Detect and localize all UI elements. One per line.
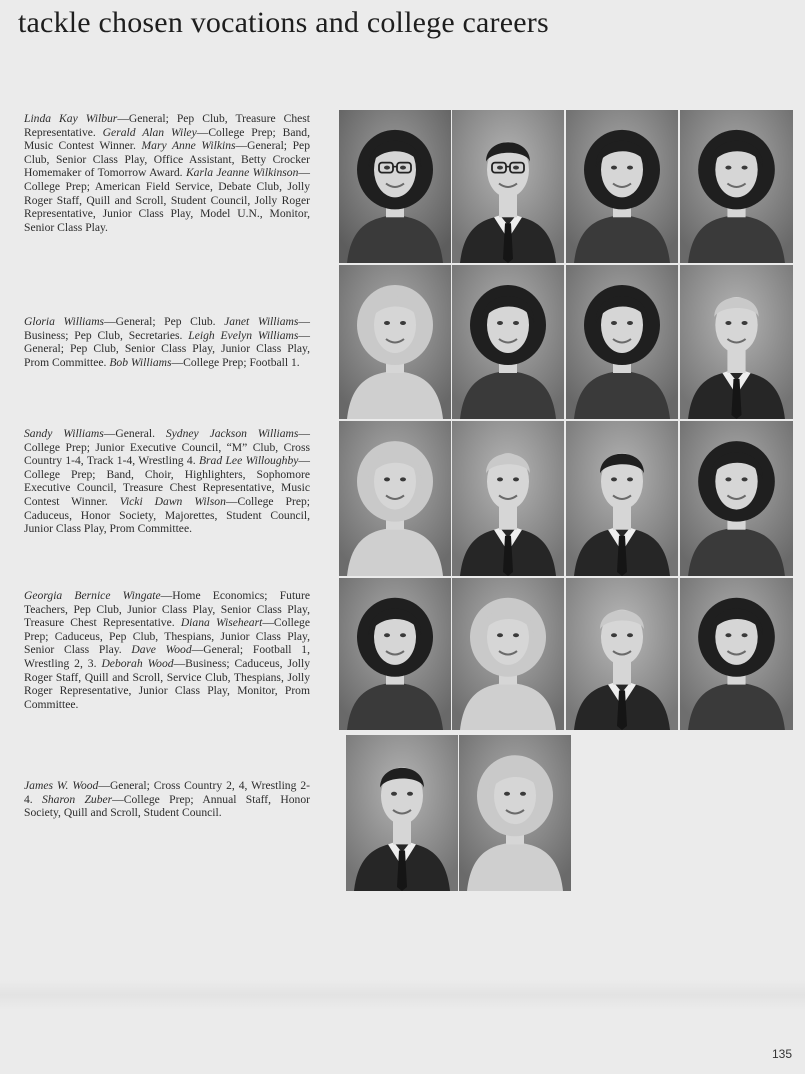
student-name: Sydney Jackson Williams	[165, 427, 299, 440]
student-activities: —College Prep; Caduceus, Pep Club, Thespians, Junior Class Play, Senior Class Play.	[24, 616, 310, 657]
student-name: Gloria Williams	[24, 315, 105, 328]
student-name: Dave Wood	[131, 643, 192, 657]
student-name: Bob Williams	[109, 355, 172, 369]
student-portrait	[452, 110, 564, 263]
student-activities: —General; Cross Country 2, 4, Wrestling 2-4.	[24, 779, 311, 806]
bio-paragraph-5	[24, 779, 310, 820]
student-portrait	[566, 265, 678, 419]
student-portrait	[680, 265, 793, 419]
student-name: Karla Jeanne Wilkinson	[185, 166, 299, 180]
page-scan-band	[0, 980, 805, 1010]
student-activities: —General; Pep Club, Treasure Chest Representative.	[24, 112, 310, 139]
student-activities: —General.	[103, 427, 166, 440]
student-portrait	[680, 421, 793, 576]
student-portrait	[339, 578, 451, 730]
student-activities: —General; Pep Club.	[104, 315, 225, 328]
student-portrait	[459, 735, 571, 891]
page-headline: tackle chosen vocations and college careers	[18, 6, 549, 39]
bio-paragraph-2	[24, 315, 310, 369]
bio-paragraph-1	[24, 112, 310, 234]
page-number: 135	[772, 1047, 793, 1061]
student-portrait	[566, 110, 678, 263]
student-portrait	[680, 110, 793, 263]
student-portrait	[339, 265, 451, 419]
student-activities: —College Prep; Band, Music Contest Winner.	[24, 125, 310, 153]
student-activities: —Business; Pep Club, Secretaries.	[24, 315, 310, 342]
student-name: Georgia Bernice Wingate	[24, 589, 161, 602]
student-name: Gerald Alan Wiley	[102, 125, 197, 139]
student-activities: —College Prep; American Field Service, Debate Club, Jolly Roger Staff, Quill and Scroll, Student Council, Jolly Roger Representative, Junior Class Play, Model U.N., Monitor, Senior Class Play.	[24, 166, 310, 234]
student-activities: —College Prep; Band, Choir, Highlighters, Sophomore Executive Council, Treasure Chest Representative, Music Contest Winner.	[24, 454, 310, 508]
student-name: Deborah Wood	[101, 656, 174, 670]
student-activities: —General; Pep Club, Senior Class Play, Junior Class Play, Prom Committee.	[24, 328, 310, 369]
student-portrait	[566, 578, 678, 730]
bio-paragraph-3	[24, 427, 310, 536]
student-name: Sharon Zuber	[42, 792, 113, 806]
student-activities: —College Prep; Junior Executive Council, “M” Club, Cross Country 1-4, Track 1-4, Wrestling 4.	[24, 427, 310, 468]
student-name: Sandy Williams	[24, 427, 104, 440]
student-portrait	[680, 578, 793, 730]
student-portrait	[452, 421, 564, 576]
student-name: Leigh Evelyn Williams	[188, 328, 299, 342]
student-activities: —Home Economics; Future Teachers, Pep Club, Junior Class Play, Senior Class Play, Treasure Chest Representative.	[24, 589, 310, 630]
student-activities: —Business; Caduceus, Jolly Roger Staff, Quill and Scroll, Service Club, Thespians, Jolly Roger Representative, Junior Class Play, Monitor, Prom Committee.	[24, 656, 310, 711]
student-activities: —College Prep; Football 1.	[171, 355, 300, 369]
student-name: Janet Williams	[224, 315, 299, 328]
student-portrait	[452, 578, 564, 730]
student-activities: —College Prep; Caduceus, Honor Society, Majorettes, Student Council, Junior Class Play, Prom Committee.	[24, 494, 310, 536]
student-name: Mary Anne Wilkins	[141, 139, 236, 153]
student-activities: —General; Football 1, Wrestling 2, 3.	[24, 643, 310, 670]
bio-paragraph-4	[24, 589, 310, 711]
student-portrait	[339, 110, 451, 263]
student-portrait	[346, 735, 458, 891]
student-portrait	[339, 421, 451, 576]
student-activities: —College Prep; Annual Staff, Honor Society, Quill and Scroll, Student Council.	[24, 792, 310, 820]
student-portrait	[566, 421, 678, 576]
student-name: Vicki Dawn Wilson	[119, 494, 226, 508]
student-activities: —General; Pep Club, Senior Class Play, Office Assistant, Betty Crocker Homemaker of Tomorrow Award.	[24, 139, 310, 180]
student-name: Diana Wiseheart	[180, 616, 263, 630]
student-name: James W. Wood	[24, 779, 99, 792]
student-name: Brad Lee Willoughby	[198, 454, 299, 468]
student-name: Linda Kay Wilbur	[24, 112, 118, 125]
student-portrait	[452, 265, 564, 419]
